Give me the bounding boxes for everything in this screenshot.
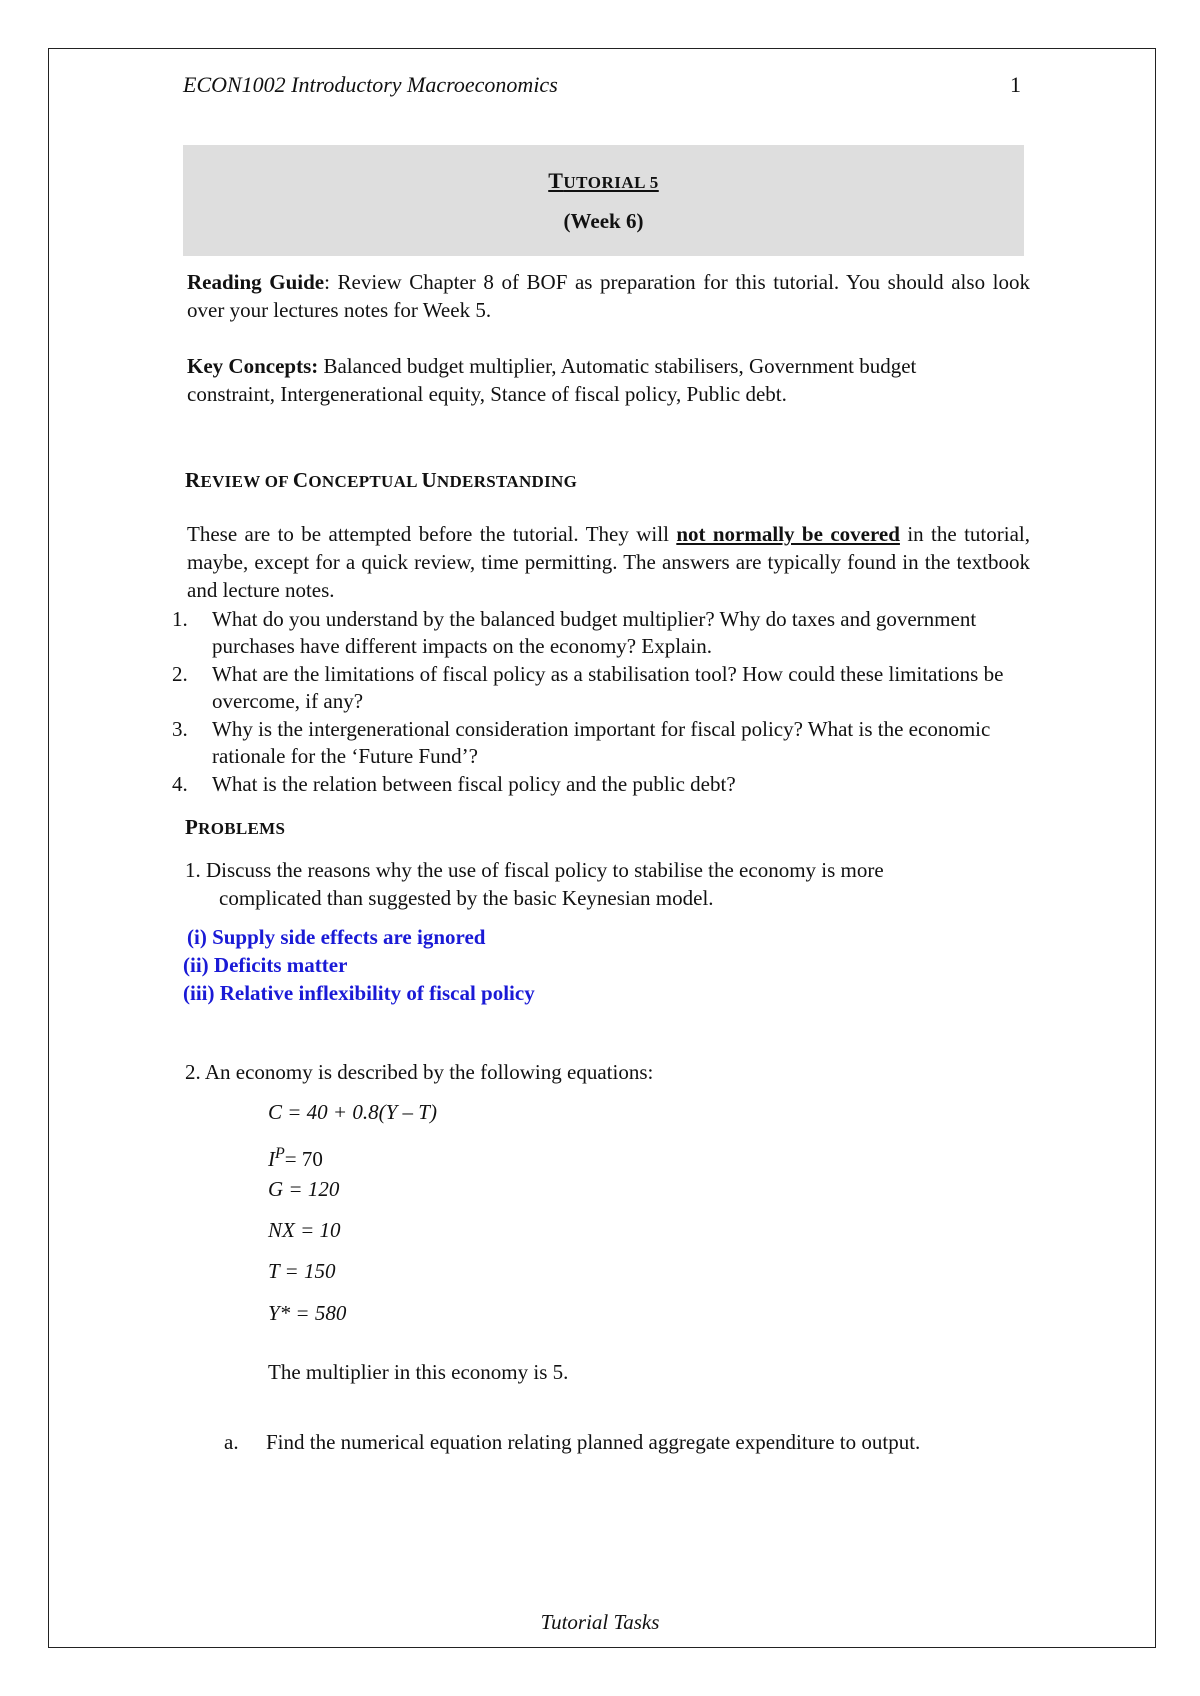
reading-guide <box>187 268 1030 324</box>
course-header: ECON1002 Introductory Macroeconomics <box>183 72 558 97</box>
answer-2: (ii) Deficits matter <box>183 953 348 977</box>
key-concepts-text: Balanced budget multiplier, Automatic stabilisers, Government budget constraint, Intergenerational equity, Stance of fiscal policy, Public debt. <box>187 354 917 406</box>
problem-1-line1: 1. Discuss the reasons why the use of fiscal policy to stabilise the economy is more <box>185 858 884 882</box>
list-item: 3. Why is the intergenerational consideration important for fiscal policy? What is the economic rationale for the ‘Future Fund’? <box>172 717 991 768</box>
part-a-label: a. <box>224 1430 239 1454</box>
list-item: 1. What do you understand by the balanced budget multiplier? Why do taxes and government purchases have different impacts on the economy? Explain. <box>172 607 977 658</box>
list-item: 4. What is the relation between fiscal policy and the public debt? <box>172 772 736 796</box>
title-first: T <box>548 168 564 193</box>
equation-taxes: T = 150 <box>268 1259 336 1283</box>
equation-government: G = 120 <box>268 1177 340 1201</box>
tutorial-week: (Week 6) <box>563 209 644 233</box>
equation-investment: $I^P= 70$ <box>268 1145 323 1171</box>
problem-1-line2: complicated than suggested by the basic Keynesian model. <box>219 886 714 910</box>
answer-1: (i) Supply side effects are ignored <box>187 925 486 949</box>
reading-guide-text: : Review Chapter 8 of BOF as preparation for this tutorial. You should also look over your lectures notes for Week 5. <box>187 270 1030 322</box>
page-number: 1 <box>1010 72 1021 97</box>
reading-guide-label: Reading Guide <box>187 270 325 294</box>
part-a-text: Find the numerical equation relating planned aggregate expenditure to output. <box>266 1430 921 1454</box>
list-item: 2. What are the limitations of fiscal policy as a stabilisation tool? How could these limitations be overcome, if any? <box>172 662 1004 713</box>
problem-2-intro: 2. An economy is described by the following equations: <box>185 1060 654 1084</box>
page-footer: Tutorial Tasks <box>540 1610 660 1634</box>
review-heading: REVIEW OF CONCEPTUAL UNDERSTANDING <box>185 468 578 492</box>
equation-net-exports: NX = 10 <box>268 1218 341 1242</box>
review-intro: These are to be attempted before the tutorial. They will not normally be covered in the tutorial, maybe, except for a quick review, time permitting. The answers are typically found in the textbook and lecture notes. <box>187 522 1030 602</box>
title-box <box>183 145 1024 256</box>
equation-potential-output: Y* = 580 <box>268 1301 347 1325</box>
multiplier-statement: The multiplier in this economy is 5. <box>268 1360 569 1384</box>
key-concepts <box>187 352 987 408</box>
tutorial-title <box>183 168 1024 194</box>
answer-3: (iii) Relative inflexibility of fiscal policy <box>183 981 535 1005</box>
key-concepts-label: Key Concepts: <box>187 354 319 378</box>
problems-heading: PROBLEMS <box>185 815 286 839</box>
title-rest: UTORIAL 5 <box>563 173 659 192</box>
review-questions <box>172 606 1024 799</box>
emphasis-not-covered: not normally be covered <box>676 522 900 546</box>
equation-consumption: C = 40 + 0.8(Y – T) <box>268 1100 437 1124</box>
